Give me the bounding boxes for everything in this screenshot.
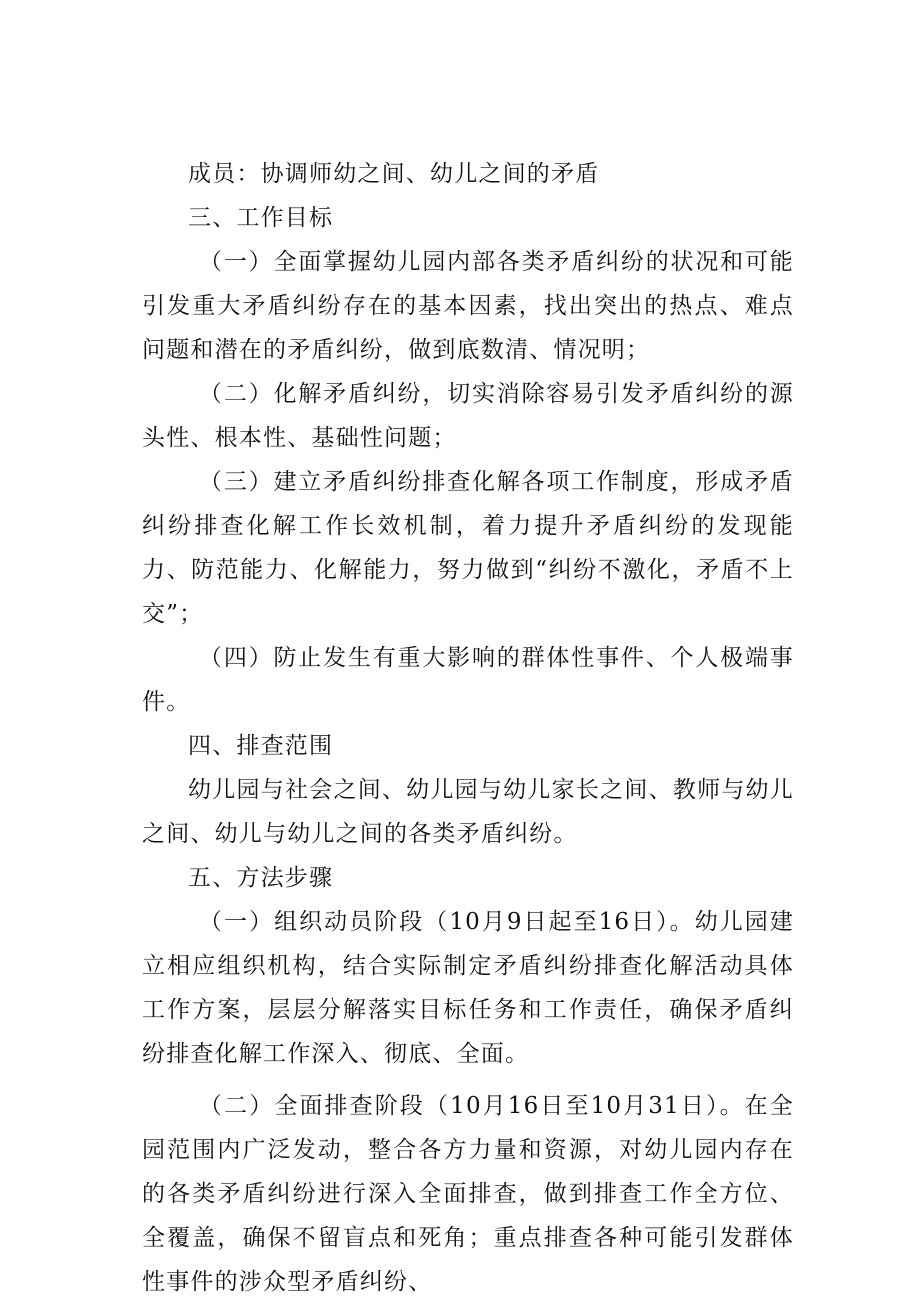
heading-work-goals: 三、工作目标 (188, 205, 334, 231)
heading-investigation-scope: 四、排查范围 (188, 733, 334, 759)
paragraph-scope: 幼儿园与社会之间、幼儿园与幼儿家长之间、教师与幼儿之间、幼儿与幼儿之间的各类矛盾纠纷。 (142, 777, 794, 847)
paragraph-goal-2: （二）化解矛盾纠纷，切实消除容易引发矛盾纠纷的源头性、根本性、基础性问题； (142, 381, 794, 451)
paragraph-goal-3: （三）建立矛盾纠纷排查化解各项工作制度，形成矛盾纠纷排查化解工作长效机制，着力提升矛盾纠纷的发现能力、防范能力、化解能力，努力做到“纠纷不激化，矛盾不上交”； (142, 469, 794, 627)
paragraph-members: 成员：协调师幼之间、幼儿之间的矛盾 (188, 161, 600, 187)
paragraph-step-1: （一）组织动员阶段（10月9日起至16日）。幼儿园建立相应组织机构，结合实际制定矛盾纠纷排查化解活动具体工作方案，层层分解落实目标任务和工作责任，确保矛盾纠纷排查化解工作深入、彻底、全面。 (142, 909, 794, 1067)
paragraph-step-2: （二）全面排查阶段（10月16日至10月31日）。在全园范围内广泛发动，整合各方力量和资源，对幼儿园内存在的各类矛盾纠纷进行深入全面排查，做到排查工作全方位、全覆盖，确保不留盲点和死角；重点排查各种可能引发群体性事件的涉众型矛盾纠纷、 (142, 1093, 794, 1295)
document-body (142, 152, 794, 1304)
heading-methods-steps: 五、方法步骤 (188, 865, 334, 891)
paragraph-goal-4: （四）防止发生有重大影响的群体性事件、个人极端事件。 (142, 645, 794, 715)
paragraph-goal-1: （一）全面掌握幼儿园内部各类矛盾纠纷的状况和可能引发重大矛盾纠纷存在的基本因素，找出突出的热点、难点问题和潜在的矛盾纠纷，做到底数清、情况明； (142, 249, 794, 363)
